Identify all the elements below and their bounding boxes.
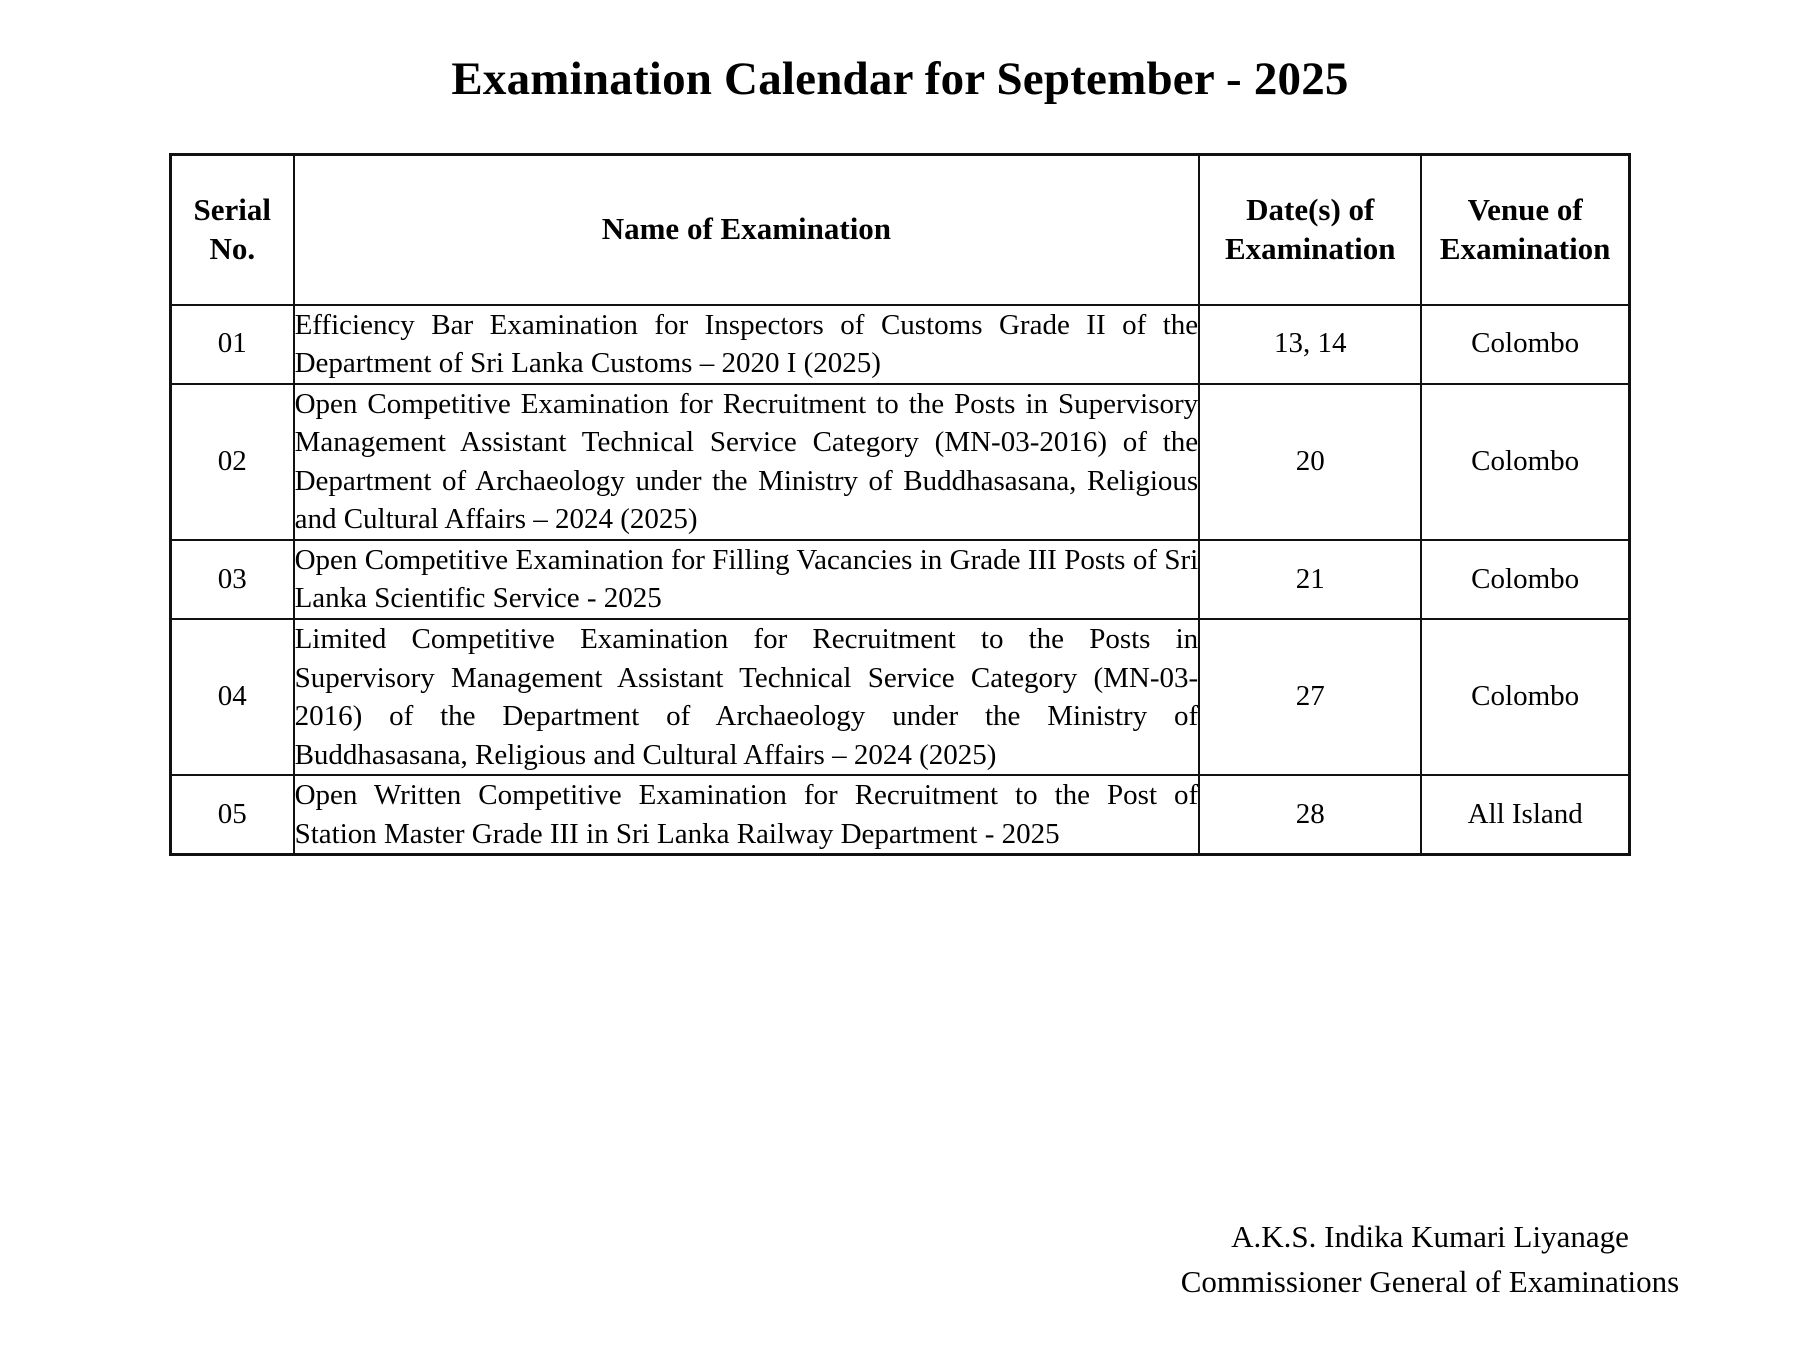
cell-serial: 03 [171, 540, 294, 619]
column-header-dates-of-examination [1199, 155, 1421, 305]
header-serial-line2: No. [209, 230, 256, 266]
signatory-designation: Commissioner General of Examinations [1180, 1263, 1680, 1299]
signature-block [1120, 1215, 1740, 1305]
header-serial-line1: Serial [193, 192, 272, 228]
table-body [171, 305, 1630, 855]
cell-exam-date: 27 [1199, 619, 1421, 775]
cell-exam-name: Efficiency Bar Examination for Inspectors of Customs Grade II of the Department of Sri Lanka Customs – 2020 I (2025) [294, 305, 1200, 384]
column-header-serial-no [171, 155, 294, 305]
cell-exam-venue: Colombo [1421, 619, 1629, 775]
header-venue-line2: Examination [1439, 230, 1611, 266]
cell-exam-venue: Colombo [1421, 540, 1629, 619]
table-row [171, 540, 1630, 619]
cell-exam-name: Limited Competitive Examination for Recruitment to the Posts in Supervisory Management Assistant Technical Service Category (MN-03-2016) of the Department of Archaeology under the Ministry of Buddhasasana, Religious and Cultural Affairs – 2024 (2025) [294, 619, 1200, 775]
cell-serial: 01 [171, 305, 294, 384]
page-title: Examination Calendar for September - 2025 [451, 53, 1349, 105]
header-date-line2: Examination [1224, 230, 1396, 266]
cell-exam-date: 13, 14 [1199, 305, 1421, 384]
cell-exam-date: 20 [1199, 384, 1421, 540]
cell-exam-date: 21 [1199, 540, 1421, 619]
cell-exam-name: Open Competitive Examination for Filling Vacancies in Grade III Posts of Sri Lanka Scientific Service - 2025 [294, 540, 1200, 619]
table-row [171, 384, 1630, 540]
cell-exam-venue: Colombo [1421, 305, 1629, 384]
cell-exam-name: Open Competitive Examination for Recruitment to the Posts in Supervisory Management Assistant Technical Service Category (MN-03-2016) of the Department of Archaeology under the Ministry of Buddhasasana, Religious and Cultural Affairs – 2024 (2025) [294, 384, 1200, 540]
column-header-venue-of-examination [1421, 155, 1629, 305]
cell-serial: 04 [171, 619, 294, 775]
exam-calendar-table [169, 153, 1631, 856]
cell-serial: 02 [171, 384, 294, 540]
header-row [171, 155, 1630, 305]
header-venue-line1: Venue of [1467, 192, 1583, 228]
cell-exam-venue: Colombo [1421, 384, 1629, 540]
table-row [171, 775, 1630, 855]
cell-exam-name: Open Written Competitive Examination for Recruitment to the Post of Station Master Grade III in Sri Lanka Railway Department - 2025 [294, 775, 1200, 855]
table-row [171, 305, 1630, 384]
cell-exam-venue: All Island [1421, 775, 1629, 855]
signatory-name: A.K.S. Indika Kumari Liyanage [1231, 1219, 1629, 1254]
cell-serial: 05 [171, 775, 294, 855]
cell-exam-date: 28 [1199, 775, 1421, 855]
table-row [171, 619, 1630, 775]
exam-calendar-table-wrapper [169, 106, 1631, 856]
table-header [171, 155, 1630, 305]
column-header-name-of-examination: Name of Examination [294, 155, 1200, 305]
header-date-line1: Date(s) of [1246, 192, 1375, 228]
